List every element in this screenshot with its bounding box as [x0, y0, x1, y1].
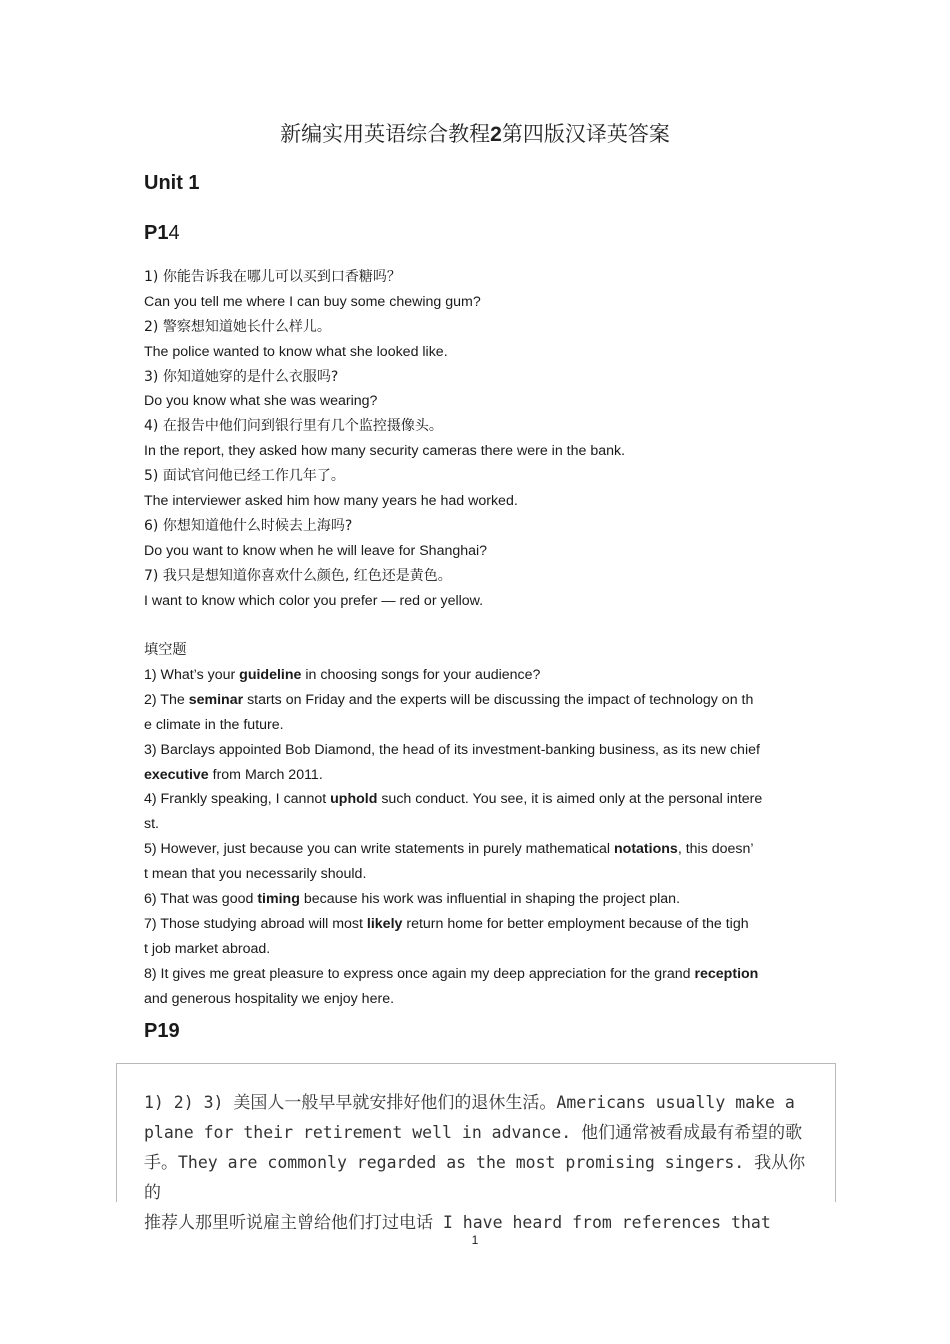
line-text: return home for better employment because of the tigh: [402, 915, 749, 932]
box-line-zh: 他们通常被看成最有希望的歌: [581, 1123, 803, 1143]
translation-zh: 6) 你想知道他什么时候去上海吗?: [144, 517, 353, 534]
translation-zh: 1) 你能告诉我在哪儿可以买到口香糖吗？: [144, 269, 401, 285]
fill-blank-line: [144, 663, 814, 688]
box-line-text: They are commonly regarded as the most promising singers.: [178, 1153, 755, 1172]
answer-word: notations: [613, 841, 678, 858]
fill-blank-line: [144, 688, 814, 713]
translation-en: Do you want to know when he will leave for Shanghai?: [144, 542, 488, 559]
section-heading-p19: P19: [144, 1020, 180, 1042]
fill-blank-line: [144, 763, 814, 788]
box-line-zh: 我从你的: [144, 1153, 806, 1203]
answer-word: seminar: [188, 691, 244, 708]
line-text: t mean that you necessarily should.: [144, 866, 367, 883]
translation-list: [144, 265, 824, 613]
translation-zh: 4) 在报告中他们问到银行里有几个监控摄像头。: [144, 418, 443, 435]
answer-box-text: [144, 1088, 812, 1238]
answer-word: reception: [694, 965, 759, 982]
page-number: 1: [471, 1233, 479, 1247]
line-text: 6) That was good: [144, 891, 258, 908]
line-text: because his work was influential in shaping the project plan.: [299, 891, 681, 908]
answer-word: guideline: [239, 667, 302, 683]
line-text: starts on Friday and the experts will be discussing the impact of technology on th: [243, 691, 754, 708]
translation-zh: 3) 你知道她穿的是什么衣服吗?: [144, 368, 339, 385]
fill-blank-line: [144, 962, 814, 987]
p14-heading-bold: P1: [144, 222, 169, 244]
translation-en: The interviewer asked him how many years he had worked.: [144, 493, 518, 510]
fill-blank-line: [144, 787, 814, 812]
fill-blank-heading: 填空题: [144, 642, 187, 658]
translation-en: In the report, they asked how many security cameras there were in the bank.: [144, 443, 626, 460]
title-prefix: 新编实用英语综合教程: [280, 122, 491, 146]
box-line: [144, 1118, 812, 1148]
p14-heading-rest: 4: [168, 222, 180, 244]
line-text: 7) Those studying abroad will most: [144, 915, 367, 932]
translation-en: Do you know what she was wearing?: [144, 393, 378, 410]
box-line-text: Americans usually make a: [556, 1093, 795, 1112]
line-text: e climate in the future.: [144, 716, 284, 733]
line-text: 3) Barclays appointed Bob Diamond, the head of its investment-banking business, as its new chief: [144, 741, 760, 758]
line-text: t job market abroad.: [144, 940, 271, 957]
translation-zh: 7) 我只是想知道你喜欢什么颜色, 红色还是黄色。: [144, 567, 452, 584]
fill-blank-line: [144, 887, 814, 912]
translation-en: I want to know which color you prefer — red or yellow.: [144, 592, 484, 609]
box-line: [144, 1148, 812, 1208]
answer-word: uphold: [330, 791, 378, 808]
fill-blank-list: [144, 663, 814, 1011]
fill-blank-line: [144, 987, 814, 1012]
line-text: and generous hospitality we enjoy here.: [144, 990, 395, 1007]
box-line-text: I have heard from references that: [433, 1213, 771, 1232]
section-heading-p14: [144, 222, 180, 245]
fill-blank-line: [144, 738, 814, 763]
line-text: 5) However, just because you can write statements in purely mathematical: [144, 841, 614, 858]
title-number: 2: [490, 123, 502, 146]
fill-blank-line: [144, 937, 814, 962]
translation-zh: 2) 警察想知道她长什么样儿。: [144, 318, 331, 335]
translation-zh: 5) 面试官问他已经工作几年了。: [144, 468, 345, 485]
line-text: st.: [144, 816, 159, 833]
box-line-text: 1) 2) 3): [144, 1093, 234, 1112]
translation-en: The police wanted to know what she looked like.: [144, 343, 448, 360]
fill-blank-line: [144, 912, 814, 937]
line-text: 4) Frankly speaking, I cannot: [144, 791, 331, 808]
line-text: in choosing songs for your audience?: [301, 667, 541, 683]
line-text: 2) The: [144, 691, 189, 708]
line-text: 8) It gives me great pleasure to express once again my deep appreciation for the grand: [144, 965, 695, 982]
answer-text-box: [116, 1063, 836, 1233]
line-text: 1) What’s your: [144, 667, 240, 683]
fill-blank-line: [144, 837, 814, 862]
box-line-zh: 手。: [144, 1153, 178, 1173]
title-suffix: 第四版汉译英答案: [501, 122, 670, 146]
fill-blank-line: [144, 812, 814, 837]
box-line-text: plane for their retirement well in advance.: [144, 1123, 582, 1142]
box-line-zh: 推荐人那里听说雇主曾给他们打过电话: [144, 1213, 433, 1233]
fill-blank-line: [144, 862, 814, 887]
answer-word: timing: [257, 891, 300, 908]
line-text: from March 2011.: [208, 766, 323, 783]
box-line: [144, 1088, 812, 1118]
translation-en: Can you tell me where I can buy some chewing gum?: [144, 293, 481, 310]
answer-word: likely: [366, 915, 403, 932]
answer-word: executive: [144, 766, 209, 783]
line-text: such conduct. You see, it is aimed only at the personal intere: [377, 791, 763, 808]
document-title: [0, 118, 950, 148]
fill-blank-line: [144, 713, 814, 738]
line-text: , this doesn’: [677, 841, 754, 858]
unit-heading: Unit 1: [144, 172, 200, 194]
box-line-zh: 美国人一般早早就安排好他们的退休生活。: [233, 1093, 557, 1113]
